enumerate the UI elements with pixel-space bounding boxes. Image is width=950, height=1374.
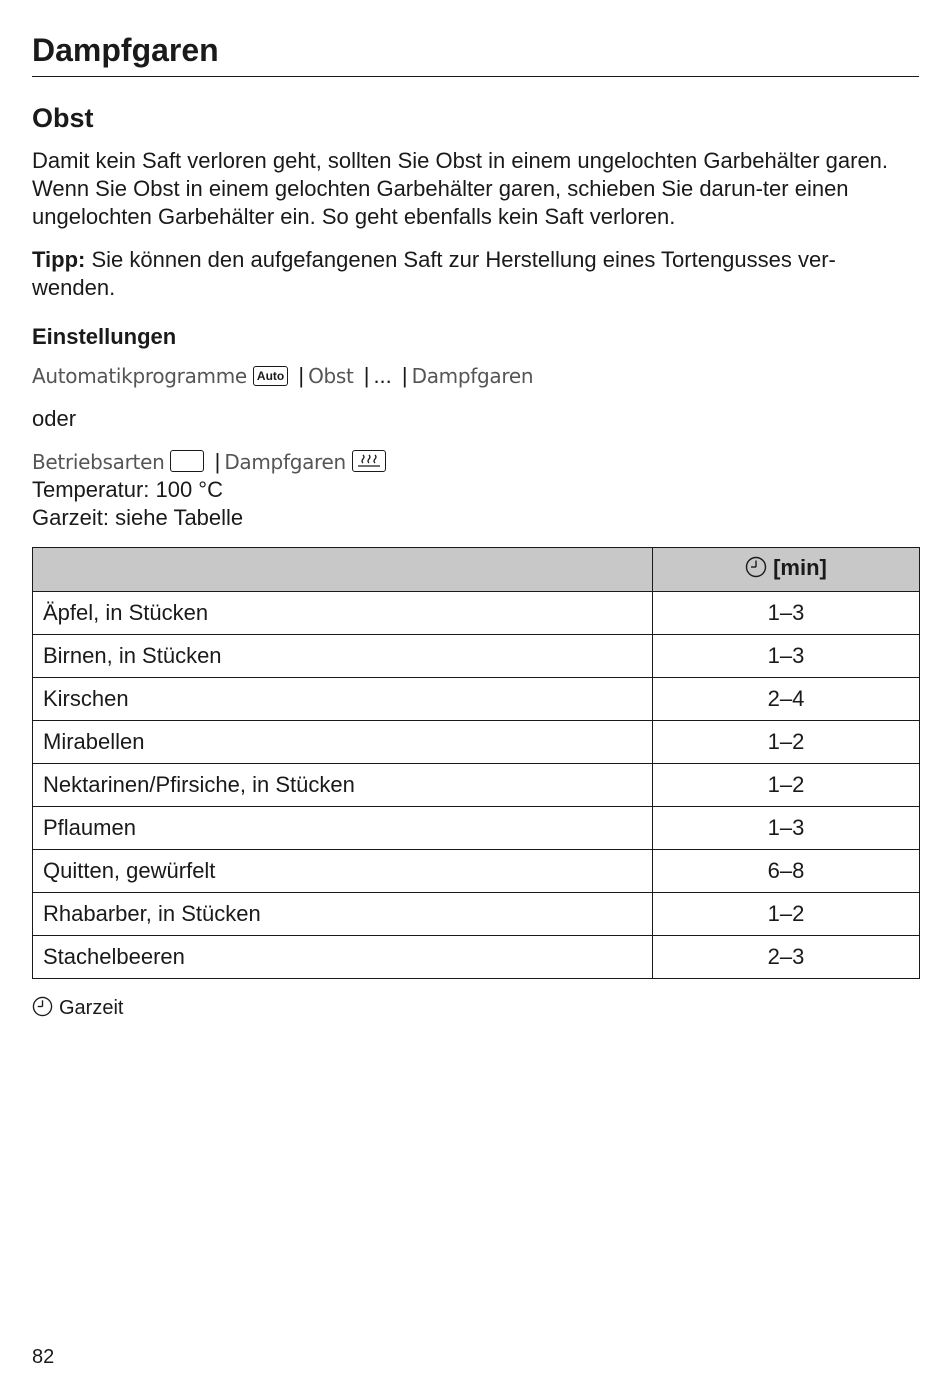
cooking-time: 1–3 (653, 807, 920, 850)
food-name: Quitten, gewürfelt (33, 850, 653, 893)
path-separator: | (214, 449, 221, 474)
food-name: Pflaumen (33, 807, 653, 850)
tip-text: Sie können den aufgefangenen Saft zur Herstellung eines Tortengusses ver-wenden. (32, 247, 836, 300)
path-separator: | (401, 363, 408, 388)
cooking-time: 1–2 (653, 764, 920, 807)
food-name: Äpfel, in Stücken (33, 592, 653, 635)
legend (32, 995, 123, 1024)
food-name: Nektarinen/Pfirsiche, in Stücken (33, 764, 653, 807)
header-time-label: [min] (773, 555, 827, 580)
path-separator: | (298, 363, 305, 388)
food-name: Kirschen (33, 678, 653, 721)
path-separator: | (363, 363, 370, 388)
food-name: Birnen, in Stücken (33, 635, 653, 678)
temperature-text: Temperatur: 100 °C (32, 477, 223, 502)
settings-path-auto (32, 362, 533, 390)
menu-fruit: Obst (308, 364, 354, 388)
menu-steam-cooking: Dampfgaren (411, 364, 534, 388)
clock-icon (32, 996, 53, 1024)
chapter-title: Dampfgaren (32, 0, 919, 77)
table-header-row (33, 548, 920, 592)
cooking-time-text: Garzeit: siehe Tabelle (32, 505, 244, 530)
cooking-time: 2–3 (653, 936, 920, 979)
food-name: Mirabellen (33, 721, 653, 764)
intro-paragraph: Damit kein Saft verloren geht, sollten Sie Obst in einem ungelochten Garbehälter garen. Wenn Sie Obst in einem gelochten Garbehälter garen, schieben Sie darun-ter einen ungelochten Garbehälter ein. So geht ebenfalls kein Saft verloren. (32, 148, 889, 229)
operating-modes-box-icon (170, 450, 204, 472)
table-row (33, 936, 920, 979)
section-title: Obst (32, 103, 94, 133)
fruit-cooking-table (32, 547, 920, 979)
cooking-time: 1–2 (653, 893, 920, 936)
table-row (33, 893, 920, 936)
food-name: Rhabarber, in Stücken (33, 893, 653, 936)
table-row (33, 721, 920, 764)
cooking-time: 1–3 (653, 635, 920, 678)
cooking-time: 1–3 (653, 592, 920, 635)
or-text: oder (32, 406, 77, 431)
table-row (33, 592, 920, 635)
table-row (33, 635, 920, 678)
header-time-cell (653, 548, 920, 592)
settings-path-modes (32, 448, 386, 476)
tip-label: Tipp: (32, 247, 86, 272)
manual-page (32, 0, 919, 1368)
cooking-time: 2–4 (653, 678, 920, 721)
settings-title: Einstellungen (32, 324, 177, 349)
table-row (33, 678, 920, 721)
food-name: Stachelbeeren (33, 936, 653, 979)
auto-icon: Auto (253, 366, 288, 386)
menu-ellipsis: ... (373, 363, 392, 388)
menu-automatic-programs: Automatikprogramme (32, 364, 247, 388)
legend-text: Garzeit (59, 997, 124, 1019)
steam-icon (352, 450, 386, 472)
cooking-time: 1–2 (653, 721, 920, 764)
menu-steam-cooking-mode: Dampfgaren (224, 450, 346, 474)
tip-paragraph (32, 246, 919, 302)
cooking-time: 6–8 (653, 850, 920, 893)
table-row (33, 850, 920, 893)
table-row (33, 807, 920, 850)
table-row (33, 764, 920, 807)
header-food-cell (33, 548, 653, 592)
clock-icon (745, 556, 767, 585)
page-number: 82 (32, 1346, 55, 1368)
menu-operating-modes: Betriebsarten (32, 450, 165, 474)
